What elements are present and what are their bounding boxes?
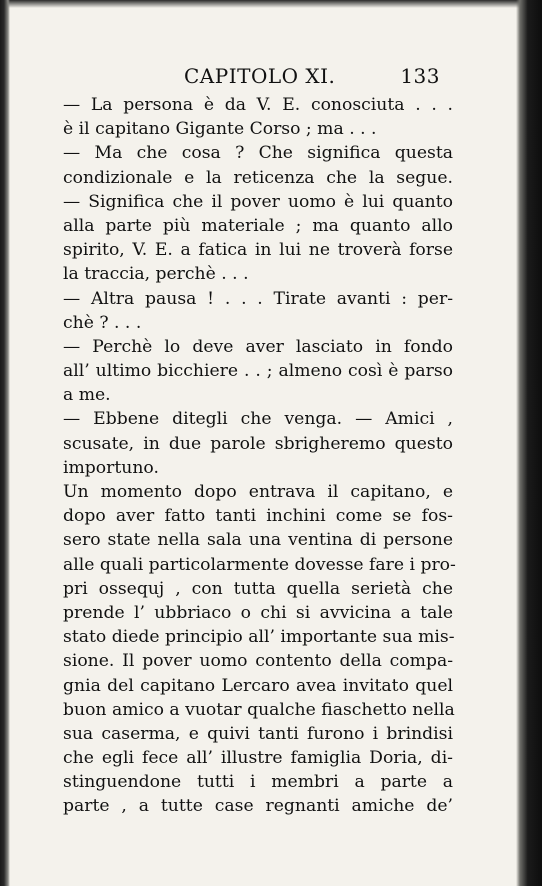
text-line: alla parte più materiale ; ma quanto allo: [63, 215, 453, 236]
text-line: spirito, V. E. a fatica in lui ne troverà forse: [63, 240, 453, 261]
text-line: — Ebbene ditegli che venga. — Amici ,: [63, 409, 453, 430]
text-line: — Ma che cosa ? Che significa questa: [63, 143, 453, 164]
text-line: — La persona è da V. E. conosciuta . . .: [63, 95, 453, 115]
text-line: dopo aver fatto tanti inchini come se fos-: [63, 506, 453, 527]
running-header: [160, 64, 440, 90]
text-line: — Significa che il pover uomo è lui quanto: [63, 191, 453, 212]
text-line: scusate, in due parole sbrigheremo questo: [63, 433, 453, 454]
text-line: all’ ultimo bicchiere . . ; almeno così è parso: [63, 361, 453, 382]
chapter-title: CAPITOLO XI.: [184, 64, 336, 88]
text-line: buon amico a vuotar qualche fiaschetto nella: [63, 699, 455, 720]
text-line: sero state nella sala una ventina di persone: [63, 530, 453, 551]
page-top-shadow: [0, 0, 542, 8]
text-line: a me.: [63, 385, 111, 406]
text-line: chè ? . . .: [63, 312, 142, 333]
text-line: alle quali particolarmente dovesse fare i pro-: [63, 554, 456, 575]
text-line: sua caserma, e quivi tanti furono i brindisi: [63, 723, 453, 744]
text-line: la traccia, perchè . . .: [63, 264, 249, 285]
text-line: — Perchè lo deve aver lasciato in fondo: [63, 336, 453, 357]
binding-edge-left: [0, 0, 10, 886]
text-line: Un momento dopo entrava il capitano, e: [63, 482, 453, 502]
text-line: — Altra pausa ! . . . Tirate avanti : per-: [63, 288, 453, 309]
text-line: è il capitano Gigante Corso ; ma . . .: [63, 119, 377, 140]
text-line: importuno.: [63, 457, 159, 478]
text-line: parte , a tutte case regnanti amiche de’: [63, 796, 453, 817]
text-line: pri ossequj , con tutta quella serietà che: [63, 578, 453, 599]
text-line: condizionale e la reticenza che la segue.: [63, 167, 453, 188]
page-number: 133: [400, 64, 440, 88]
text-line: gnia del capitano Lercaro avea invitato quel: [63, 675, 453, 696]
body-text: [63, 93, 456, 819]
text-line: stato diede principio all’ importante sua mis-: [63, 627, 455, 648]
text-line: stinguendone tutti i membri a parte a: [63, 772, 453, 793]
text-line: che egli fece all’ illustre famiglia Doria, di-: [63, 748, 453, 769]
page-edge-right: [516, 0, 542, 886]
text-line: prende l’ ubbriaco o chi si avvicina a tale: [63, 602, 453, 623]
text-line: sione. Il pover uomo contento della compa-: [63, 651, 453, 672]
